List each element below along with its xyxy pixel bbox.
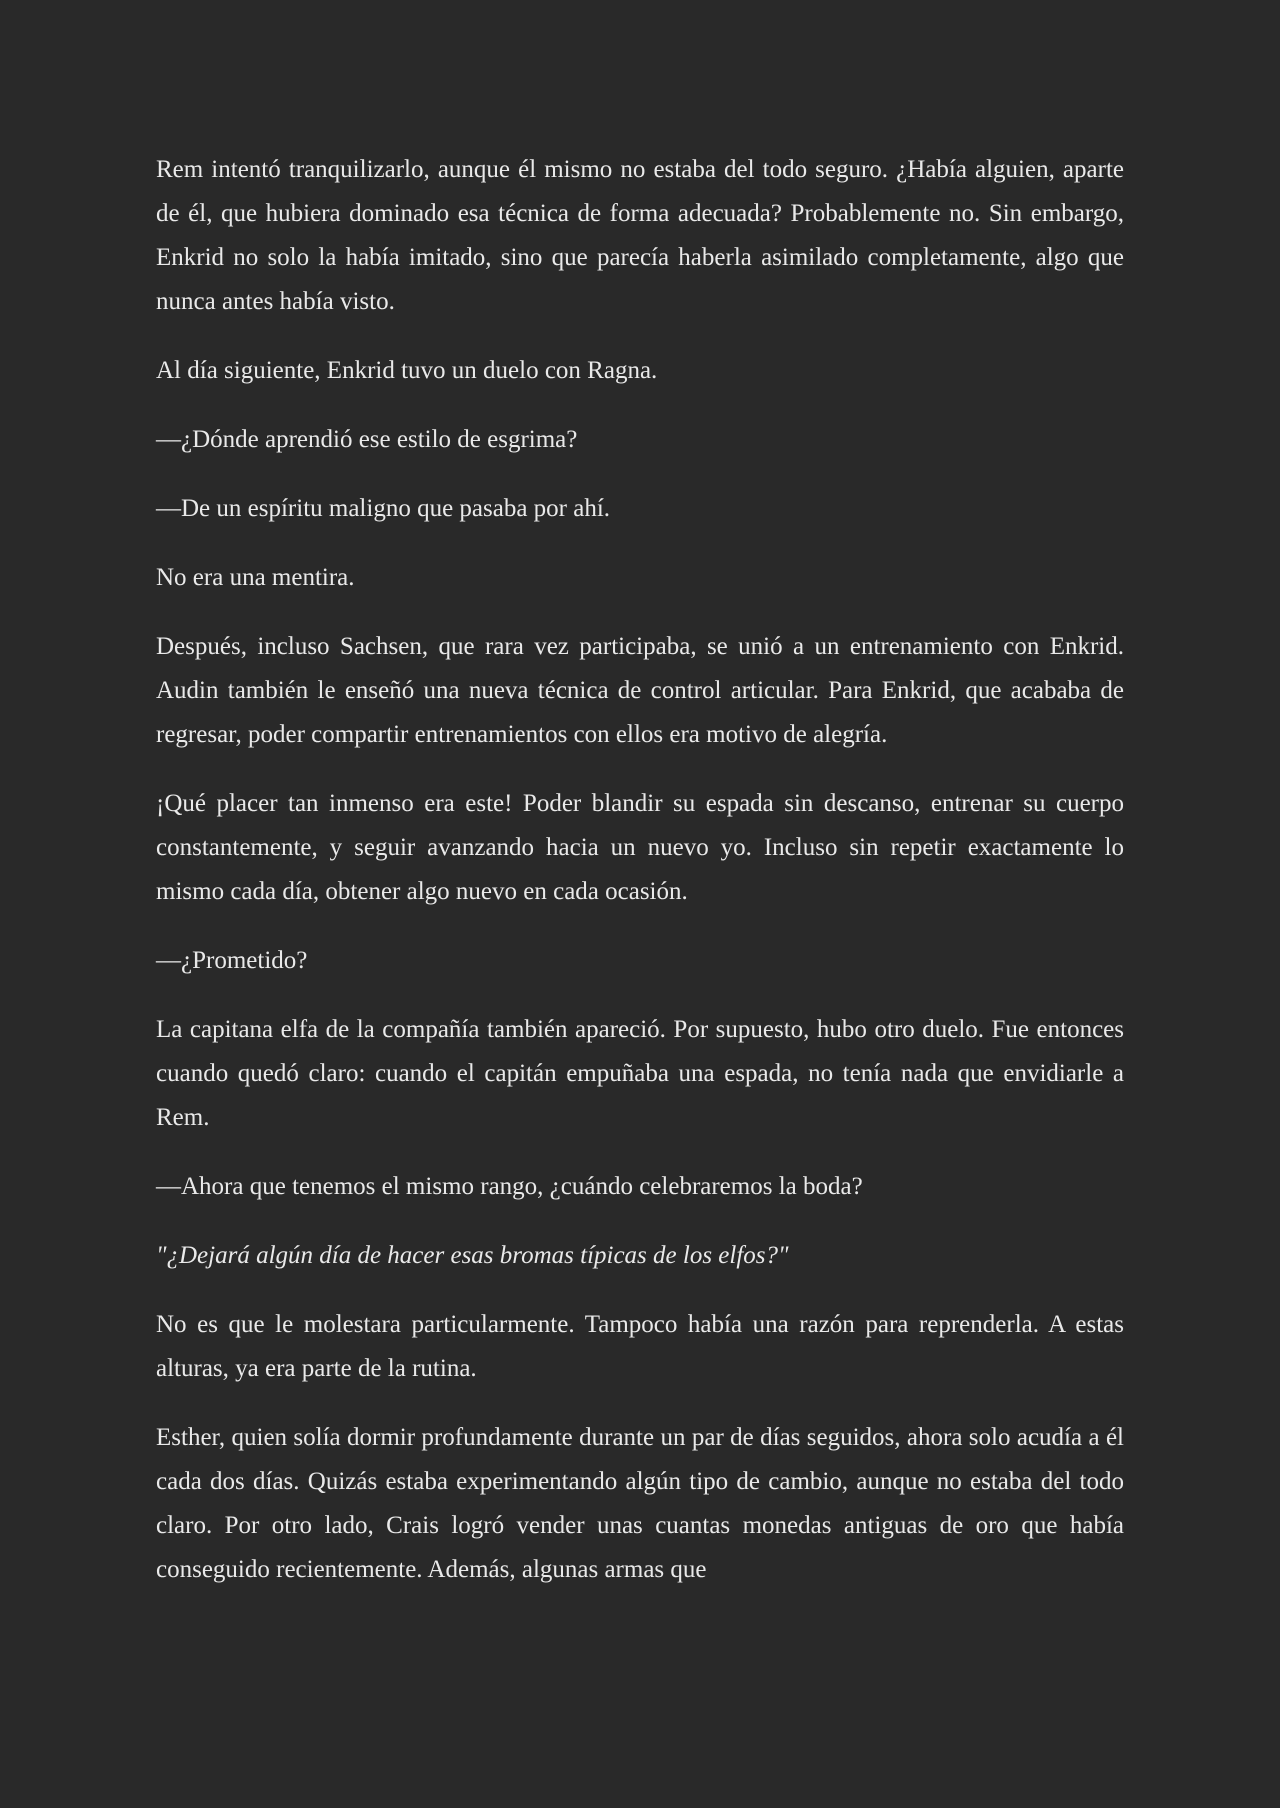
paragraph-rem-reassures: Rem intentó tranquilizarlo, aunque él mismo no estaba del todo seguro. ¿Había alguien, aparte de él, que hubiera dominado esa técnica de forma adecuada? Probablemente no. Sin embargo, Enkrid no solo la había imitado, sino que parecía haberla asimilado completamente, algo que nunca antes había visto. xyxy=(156,156,1124,315)
chapter-text xyxy=(156,148,1124,1592)
paragraph-joy-training: ¡Qué placer tan inmenso era este! Poder blandir su espada sin descanso, entrenar su cuerpo constantemente, y seguir avanzando hacia un nuevo yo. Incluso sin repetir exactamente lo mismo cada día, obtener algo nuevo en cada ocasión. xyxy=(156,790,1124,905)
paragraph-dialogue-wedding: —Ahora que tenemos el mismo rango, ¿cuándo celebraremos la boda? xyxy=(156,1173,863,1200)
paragraph-esther-crais: Esther, quien solía dormir profundamente durante un par de días seguidos, ahora solo acudía a él cada dos días. Quizás estaba experimentando algún tipo de cambio, aunque no estaba del todo claro. Por otro lado, Crais logró vender unas cuantas monedas antiguas de oro que había conseguido recientemente. Además, algunas armas que xyxy=(156,1424,1124,1583)
paragraph-dialogue-where-learned: —¿Dónde aprendió ese estilo de esgrima? xyxy=(156,426,578,453)
paragraph-elf-captain: La capitana elfa de la compañía también apareció. Por supuesto, hubo otro duelo. Fue entonces cuando quedó claro: cuando el capitán empuñaba una espada, no tenía nada que envidiarle a Rem. xyxy=(156,1016,1124,1131)
paragraph-sachsen-audin: Después, incluso Sachsen, que rara vez participaba, se unió a un entrenamiento con Enkrid. Audin también le enseñó una nueva técnica de control articular. Para Enkrid, que acababa de regresar, poder compartir entrenamientos con ellos era motivo de alegría. xyxy=(156,633,1124,748)
paragraph-routine: No es que le molestara particularmente. Tampoco había una razón para reprenderla. A estas alturas, ya era parte de la rutina. xyxy=(156,1311,1124,1382)
paragraph-dialogue-promised: —¿Prometido? xyxy=(156,947,308,974)
paragraph-duel-ragna: Al día siguiente, Enkrid tuvo un duelo con Ragna. xyxy=(156,357,658,384)
paragraph-inner-thought: "¿Dejará algún día de hacer esas bromas típicas de los elfos?" xyxy=(156,1242,789,1269)
paragraph-dialogue-evil-spirit: —De un espíritu maligno que pasaba por ahí. xyxy=(156,495,611,522)
paragraph-not-a-lie: No era una mentira. xyxy=(156,564,355,591)
